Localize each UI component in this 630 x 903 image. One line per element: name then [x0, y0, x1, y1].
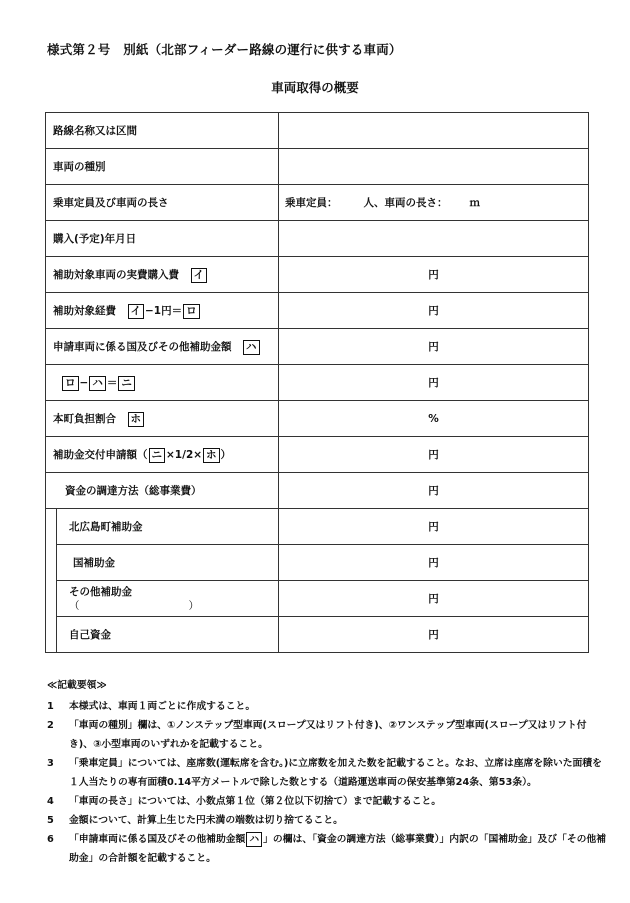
row-other-subsidy: [46, 581, 589, 617]
eligible-cost-value[interactable]: 円: [279, 293, 589, 329]
actual-purchase-cost-label: 補助対象車両の実費購入費 イ: [46, 257, 279, 293]
other-subsidy-label: その他補助金 （ ）: [57, 581, 279, 617]
box-ha: ハ: [243, 340, 260, 355]
application-amount-label: 補助金交付申請額（ ニ ×1/2× ホ ）: [46, 437, 279, 473]
page-title: 車両取得の概要: [271, 80, 359, 95]
instruction-item: 6 「申請車両に係る国及びその他補助金額 ハ 」の欄は、「資金の調達方法（総事業費）」内訳の「国補助金」及び「その他補助金」の合計額を記載すること。: [47, 834, 607, 864]
row-own-funds: [46, 617, 589, 653]
box-ho: ホ: [203, 448, 220, 463]
vehicle-acquisition-table: [45, 112, 589, 653]
box-ni: ニ: [149, 448, 166, 463]
capacity-unit: 人、車両の長さ：: [363, 197, 448, 209]
instruction-item: 1 本様式は、車両１両ごとに作成すること。: [47, 701, 256, 712]
purchase-date-label: 購入(予定)年月日: [46, 221, 279, 257]
application-amount-value[interactable]: 円: [279, 437, 589, 473]
box-ho: ホ: [128, 412, 145, 427]
box-ha: ハ: [89, 376, 106, 391]
purchase-date-value[interactable]: [279, 221, 589, 257]
national-subsidy-value[interactable]: 円: [279, 545, 589, 581]
funding-method-value[interactable]: 円: [279, 473, 589, 509]
row-town-share-ratio: [46, 401, 589, 437]
box-i: イ: [191, 268, 208, 283]
town-subsidy-value[interactable]: 円: [279, 509, 589, 545]
town-subsidy-label: 北広島町補助金: [57, 509, 279, 545]
row-other-subsidy-amount: [46, 329, 589, 365]
town-share-ratio-label: 本町負担割合 ホ: [46, 401, 279, 437]
box-ro: ロ: [183, 304, 200, 319]
row-town-subsidy: [46, 509, 589, 545]
box-i: イ: [128, 304, 145, 319]
instruction-item: 4 「車両の長さ」については、小数点第１位（第２位以下切捨て）まで記載すること。: [47, 796, 442, 807]
route-name-value[interactable]: [279, 113, 589, 149]
net-amount-label: ロ − ハ ＝ ニ: [46, 365, 279, 401]
net-amount-value[interactable]: 円: [279, 365, 589, 401]
row-national-subsidy: [46, 545, 589, 581]
capacity-length-value[interactable]: [279, 185, 589, 221]
national-subsidy-label: 国補助金: [57, 545, 279, 581]
box-ni: ニ: [118, 376, 135, 391]
box-ro: ロ: [62, 376, 79, 391]
instruction-item: 3 「乗車定員」については、座席数(運転席を含む。)に立席数を加えた数を記載すること。なお、立席は座席を除いた面積を１人当たりの専有面積0.14平方メートルで除した数とする（道路運送車両の保安基準第24条、第53条）。: [47, 758, 602, 788]
instructions-title: ≪記載要領≫: [47, 680, 107, 691]
row-capacity-length: [46, 185, 589, 221]
vehicle-type-value[interactable]: [279, 149, 589, 185]
row-purchase-date: [46, 221, 589, 257]
instruction-item: 2 「車両の種別」欄は、①ノンステップ型車両(スロープ又はリフト付き)、②ワンステップ型車両(スロープ又はリフト付き)、③小型車両のいずれかを記載すること。: [47, 720, 587, 750]
own-funds-value[interactable]: 円: [279, 617, 589, 653]
capacity-length-label: 乗車定員及び車両の長さ: [46, 185, 279, 221]
actual-purchase-cost-value[interactable]: 円: [279, 257, 589, 293]
length-unit: ｍ: [469, 197, 480, 209]
other-subsidy-amount-value[interactable]: 円: [279, 329, 589, 365]
row-eligible-cost: [46, 293, 589, 329]
other-subsidy-amount-label: 申請車両に係る国及びその他補助金額 ハ: [46, 329, 279, 365]
row-actual-purchase-cost: [46, 257, 589, 293]
form-number-header: 様式第２号 別紙（北部フィーダー路線の運行に供する車両）: [47, 42, 402, 57]
row-funding-method: [46, 473, 589, 509]
box-ha: ハ: [246, 832, 262, 847]
capacity-label: 乗車定員：: [285, 197, 338, 209]
eligible-cost-label: 補助対象経費 イ −1円＝ ロ: [46, 293, 279, 329]
town-share-ratio-value[interactable]: %: [279, 401, 589, 437]
own-funds-label: 自己資金: [57, 617, 279, 653]
row-vehicle-type: [46, 149, 589, 185]
funding-method-label: 資金の調達方法（総事業費）: [46, 473, 279, 509]
row-application-amount: [46, 437, 589, 473]
vehicle-type-label: 車両の種別: [46, 149, 279, 185]
other-subsidy-value[interactable]: 円: [279, 581, 589, 617]
row-route-name: [46, 113, 589, 149]
route-name-label: 路線名称又は区間: [46, 113, 279, 149]
instruction-item: 5 金額について、計算上生じた円未満の端数は切り捨てること。: [47, 815, 343, 826]
row-net-amount: [46, 365, 589, 401]
instructions-section: [47, 676, 607, 868]
